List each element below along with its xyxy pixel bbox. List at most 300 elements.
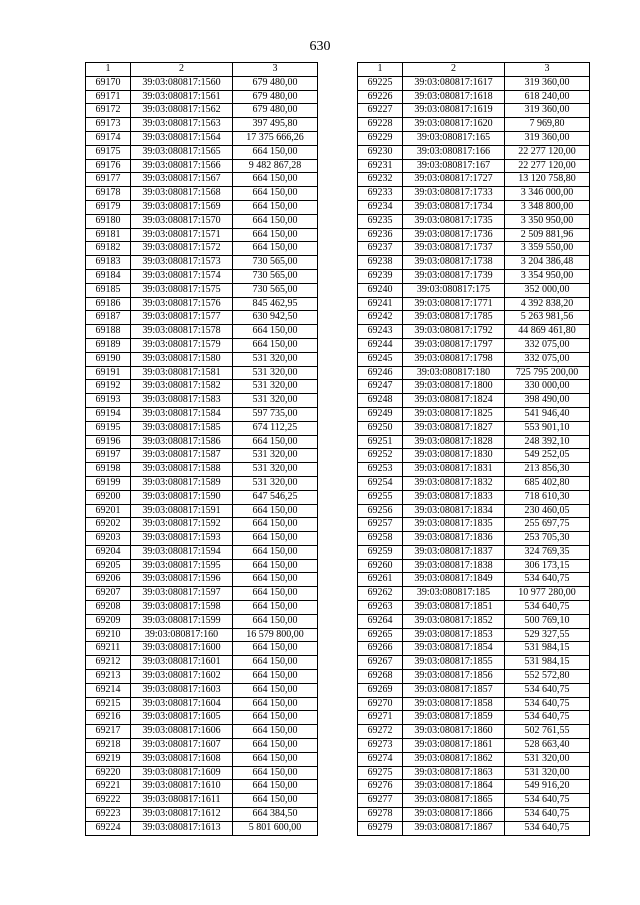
- table-row: [358, 407, 590, 421]
- row-number-cell: 69199: [86, 476, 131, 490]
- cadastral-number-cell: 39:03:080817:1792: [403, 325, 505, 339]
- table-row: [86, 269, 318, 283]
- cadastral-number-cell: 39:03:080817:1855: [403, 656, 505, 670]
- value-cell: 664 150,00: [233, 173, 318, 187]
- cadastral-number-cell: 39:03:080817:1830: [403, 449, 505, 463]
- page-number: 630: [309, 39, 331, 54]
- table-row: [358, 366, 590, 380]
- table-row: [86, 407, 318, 421]
- cadastral-number-cell: 39:03:080817:1563: [131, 118, 233, 132]
- table-row: [86, 780, 318, 794]
- cadastral-number-cell: 39:03:080817:1831: [403, 463, 505, 477]
- table-row: [86, 283, 318, 297]
- register-table-left-body: [86, 63, 318, 836]
- row-number-cell: 69217: [86, 725, 131, 739]
- table-row: [86, 490, 318, 504]
- table-row: [86, 642, 318, 656]
- row-number-cell: 69178: [86, 187, 131, 201]
- table-row: [86, 739, 318, 753]
- cadastral-number-cell: 39:03:080817:1593: [131, 532, 233, 546]
- value-cell: 3 350 950,00: [505, 214, 590, 228]
- row-number-cell: 69206: [86, 573, 131, 587]
- value-cell: 500 769,10: [505, 614, 590, 628]
- value-cell: 664 150,00: [233, 504, 318, 518]
- value-cell: 3 354 950,00: [505, 269, 590, 283]
- value-cell: 5 263 981,56: [505, 311, 590, 325]
- cadastral-number-cell: 39:03:080817:1863: [403, 766, 505, 780]
- row-number-cell: 69211: [86, 642, 131, 656]
- table-row: [86, 697, 318, 711]
- header-cell-3: 3: [233, 63, 318, 77]
- row-number-cell: 69185: [86, 283, 131, 297]
- value-cell: 531 984,15: [505, 642, 590, 656]
- value-cell: 255 697,75: [505, 518, 590, 532]
- table-row: [358, 808, 590, 822]
- row-number-cell: 69173: [86, 118, 131, 132]
- cadastral-number-cell: 39:03:080817:1595: [131, 559, 233, 573]
- row-number-cell: 69245: [358, 352, 403, 366]
- table-row: [86, 821, 318, 835]
- value-cell: 502 761,55: [505, 725, 590, 739]
- table-row: [358, 435, 590, 449]
- cadastral-number-cell: 39:03:080817:1601: [131, 656, 233, 670]
- table-row: [358, 352, 590, 366]
- table-row: [86, 76, 318, 90]
- value-cell: 664 150,00: [233, 656, 318, 670]
- table-row: [358, 821, 590, 835]
- table-row: [358, 200, 590, 214]
- row-number-cell: 69180: [86, 214, 131, 228]
- cadastral-number-cell: 39:03:080817:1610: [131, 780, 233, 794]
- value-cell: 332 075,00: [505, 338, 590, 352]
- row-number-cell: 69210: [86, 628, 131, 642]
- value-cell: 664 150,00: [233, 794, 318, 808]
- cadastral-number-cell: 39:03:080817:1859: [403, 711, 505, 725]
- cadastral-number-cell: 39:03:080817:1851: [403, 601, 505, 615]
- row-number-cell: 69279: [358, 821, 403, 835]
- cadastral-number-cell: 39:03:080817:1570: [131, 214, 233, 228]
- value-cell: 664 150,00: [233, 601, 318, 615]
- cadastral-number-cell: 39:03:080817:185: [403, 587, 505, 601]
- row-number-cell: 69197: [86, 449, 131, 463]
- row-number-cell: 69186: [86, 297, 131, 311]
- value-cell: 528 663,40: [505, 739, 590, 753]
- table-row: [358, 173, 590, 187]
- table-row: [358, 587, 590, 601]
- table-row: [358, 780, 590, 794]
- cadastral-number-cell: 39:03:080817:1592: [131, 518, 233, 532]
- cadastral-number-cell: 39:03:080817:1852: [403, 614, 505, 628]
- value-cell: 664 150,00: [233, 587, 318, 601]
- cadastral-number-cell: 39:03:080817:1596: [131, 573, 233, 587]
- table-row: [86, 173, 318, 187]
- row-number-cell: 69261: [358, 573, 403, 587]
- row-number-cell: 69218: [86, 739, 131, 753]
- row-number-cell: 69262: [358, 587, 403, 601]
- value-cell: 553 901,10: [505, 421, 590, 435]
- value-cell: 531 984,15: [505, 656, 590, 670]
- value-cell: 16 579 800,00: [233, 628, 318, 642]
- row-number-cell: 69179: [86, 200, 131, 214]
- cadastral-number-cell: 39:03:080817:1854: [403, 642, 505, 656]
- table-header-row: [86, 63, 318, 77]
- cadastral-number-cell: 39:03:080817:1603: [131, 683, 233, 697]
- table-row: [358, 559, 590, 573]
- value-cell: 3 348 800,00: [505, 200, 590, 214]
- row-number-cell: 69195: [86, 421, 131, 435]
- value-cell: 664 150,00: [233, 780, 318, 794]
- value-cell: 352 000,00: [505, 283, 590, 297]
- value-cell: 552 572,80: [505, 670, 590, 684]
- value-cell: 17 375 666,26: [233, 131, 318, 145]
- cadastral-number-cell: 39:03:080817:1838: [403, 559, 505, 573]
- table-row: [358, 242, 590, 256]
- value-cell: 664 150,00: [233, 228, 318, 242]
- row-number-cell: 69181: [86, 228, 131, 242]
- row-number-cell: 69171: [86, 90, 131, 104]
- table-row: [358, 670, 590, 684]
- table-row: [358, 159, 590, 173]
- row-number-cell: 69235: [358, 214, 403, 228]
- table-row: [86, 656, 318, 670]
- cadastral-number-cell: 39:03:080817:1837: [403, 545, 505, 559]
- table-row: [358, 338, 590, 352]
- row-number-cell: 69233: [358, 187, 403, 201]
- row-number-cell: 69223: [86, 808, 131, 822]
- cadastral-number-cell: 39:03:080817:1579: [131, 338, 233, 352]
- row-number-cell: 69270: [358, 697, 403, 711]
- table-row: [358, 118, 590, 132]
- cadastral-number-cell: 39:03:080817:167: [403, 159, 505, 173]
- table-row: [86, 476, 318, 490]
- table-row: [358, 656, 590, 670]
- cadastral-number-cell: 39:03:080817:1771: [403, 297, 505, 311]
- cadastral-number-cell: 39:03:080817:1571: [131, 228, 233, 242]
- row-number-cell: 69200: [86, 490, 131, 504]
- table-row: [358, 131, 590, 145]
- row-number-cell: 69276: [358, 780, 403, 794]
- row-number-cell: 69251: [358, 435, 403, 449]
- row-number-cell: 69207: [86, 587, 131, 601]
- row-number-cell: 69246: [358, 366, 403, 380]
- value-cell: 319 360,00: [505, 131, 590, 145]
- row-number-cell: 69250: [358, 421, 403, 435]
- table-row: [358, 297, 590, 311]
- cadastral-number-cell: 39:03:080817:1582: [131, 380, 233, 394]
- row-number-cell: 69253: [358, 463, 403, 477]
- table-row: [358, 394, 590, 408]
- table-row: [358, 76, 590, 90]
- value-cell: 679 480,00: [233, 90, 318, 104]
- value-cell: 664 150,00: [233, 697, 318, 711]
- value-cell: 630 942,50: [233, 311, 318, 325]
- value-cell: 725 795 200,00: [505, 366, 590, 380]
- value-cell: 541 946,40: [505, 407, 590, 421]
- cadastral-number-cell: 39:03:080817:1849: [403, 573, 505, 587]
- row-number-cell: 69170: [86, 76, 131, 90]
- table-row: [86, 338, 318, 352]
- row-number-cell: 69277: [358, 794, 403, 808]
- cadastral-number-cell: 39:03:080817:1836: [403, 532, 505, 546]
- row-number-cell: 69196: [86, 435, 131, 449]
- row-number-cell: 69201: [86, 504, 131, 518]
- row-number-cell: 69273: [358, 739, 403, 753]
- value-cell: 664 150,00: [233, 670, 318, 684]
- row-number-cell: 69232: [358, 173, 403, 187]
- value-cell: 664 150,00: [233, 766, 318, 780]
- cadastral-number-cell: 39:03:080817:1567: [131, 173, 233, 187]
- cadastral-number-cell: 39:03:080817:1561: [131, 90, 233, 104]
- table-row: [358, 642, 590, 656]
- table-row: [358, 228, 590, 242]
- cadastral-number-cell: 39:03:080817:1613: [131, 821, 233, 835]
- cadastral-number-cell: 39:03:080817:1865: [403, 794, 505, 808]
- row-number-cell: 69208: [86, 601, 131, 615]
- value-cell: 664 384,50: [233, 808, 318, 822]
- row-number-cell: 69278: [358, 808, 403, 822]
- table-row: [358, 794, 590, 808]
- value-cell: 213 856,30: [505, 463, 590, 477]
- value-cell: 3 346 000,00: [505, 187, 590, 201]
- row-number-cell: 69192: [86, 380, 131, 394]
- row-number-cell: 69216: [86, 711, 131, 725]
- value-cell: 679 480,00: [233, 76, 318, 90]
- value-cell: 664 150,00: [233, 683, 318, 697]
- value-cell: 664 150,00: [233, 752, 318, 766]
- value-cell: 332 075,00: [505, 352, 590, 366]
- value-cell: 664 150,00: [233, 725, 318, 739]
- row-number-cell: 69237: [358, 242, 403, 256]
- value-cell: 534 640,75: [505, 683, 590, 697]
- row-number-cell: 69213: [86, 670, 131, 684]
- row-number-cell: 69247: [358, 380, 403, 394]
- row-number-cell: 69203: [86, 532, 131, 546]
- row-number-cell: 69252: [358, 449, 403, 463]
- cadastral-number-cell: 39:03:080817:1736: [403, 228, 505, 242]
- row-number-cell: 69249: [358, 407, 403, 421]
- cadastral-number-cell: 39:03:080817:1597: [131, 587, 233, 601]
- table-row: [358, 711, 590, 725]
- cadastral-number-cell: 39:03:080817:1612: [131, 808, 233, 822]
- row-number-cell: 69228: [358, 118, 403, 132]
- table-row: [358, 187, 590, 201]
- cadastral-number-cell: 39:03:080817:1578: [131, 325, 233, 339]
- row-number-cell: 69257: [358, 518, 403, 532]
- table-row: [86, 683, 318, 697]
- value-cell: 664 150,00: [233, 325, 318, 339]
- table-row: [86, 628, 318, 642]
- row-number-cell: 69183: [86, 256, 131, 270]
- value-cell: 664 150,00: [233, 532, 318, 546]
- cadastral-number-cell: 39:03:080817:1727: [403, 173, 505, 187]
- cadastral-number-cell: 39:03:080817:1733: [403, 187, 505, 201]
- value-cell: 531 320,00: [233, 463, 318, 477]
- value-cell: 22 277 120,00: [505, 145, 590, 159]
- cadastral-number-cell: 39:03:080817:1617: [403, 76, 505, 90]
- value-cell: 5 801 600,00: [233, 821, 318, 835]
- table-row: [358, 90, 590, 104]
- value-cell: 324 769,35: [505, 545, 590, 559]
- cadastral-number-cell: 39:03:080817:1800: [403, 380, 505, 394]
- row-number-cell: 69274: [358, 752, 403, 766]
- table-row: [86, 394, 318, 408]
- register-table-left: [85, 62, 318, 836]
- table-row: [358, 504, 590, 518]
- value-cell: 730 565,00: [233, 283, 318, 297]
- row-number-cell: 69224: [86, 821, 131, 835]
- cadastral-number-cell: 39:03:080817:1735: [403, 214, 505, 228]
- row-number-cell: 69244: [358, 338, 403, 352]
- table-header-row: [358, 63, 590, 77]
- table-row: [358, 380, 590, 394]
- header-cell-1: 1: [86, 63, 131, 77]
- table-row: [358, 283, 590, 297]
- cadastral-number-cell: 39:03:080817:1608: [131, 752, 233, 766]
- row-number-cell: 69193: [86, 394, 131, 408]
- value-cell: 647 546,25: [233, 490, 318, 504]
- row-number-cell: 69215: [86, 697, 131, 711]
- cadastral-number-cell: 39:03:080817:175: [403, 283, 505, 297]
- row-number-cell: 69212: [86, 656, 131, 670]
- register-table-right-body: [358, 63, 590, 836]
- value-cell: 718 610,30: [505, 490, 590, 504]
- cadastral-number-cell: 39:03:080817:1798: [403, 352, 505, 366]
- table-row: [358, 104, 590, 118]
- row-number-cell: 69220: [86, 766, 131, 780]
- table-row: [86, 131, 318, 145]
- table-row: [86, 449, 318, 463]
- cadastral-number-cell: 39:03:080817:1584: [131, 407, 233, 421]
- cadastral-number-cell: 39:03:080817:1619: [403, 104, 505, 118]
- table-row: [358, 490, 590, 504]
- table-row: [86, 532, 318, 546]
- row-number-cell: 69264: [358, 614, 403, 628]
- row-number-cell: 69268: [358, 670, 403, 684]
- table-row: [358, 449, 590, 463]
- row-number-cell: 69243: [358, 325, 403, 339]
- value-cell: 664 150,00: [233, 711, 318, 725]
- cadastral-number-cell: 39:03:080817:1576: [131, 297, 233, 311]
- cadastral-number-cell: 39:03:080817:1857: [403, 683, 505, 697]
- value-cell: 531 320,00: [233, 366, 318, 380]
- row-number-cell: 69187: [86, 311, 131, 325]
- table-row: [358, 532, 590, 546]
- value-cell: 549 916,20: [505, 780, 590, 794]
- table-row: [86, 601, 318, 615]
- cadastral-number-cell: 39:03:080817:1574: [131, 269, 233, 283]
- row-number-cell: 69175: [86, 145, 131, 159]
- cadastral-number-cell: 39:03:080817:1861: [403, 739, 505, 753]
- cadastral-number-cell: 39:03:080817:1835: [403, 518, 505, 532]
- table-row: [86, 90, 318, 104]
- cadastral-number-cell: 39:03:080817:1580: [131, 352, 233, 366]
- value-cell: 664 150,00: [233, 214, 318, 228]
- cadastral-number-cell: 39:03:080817:1867: [403, 821, 505, 835]
- table-row: [86, 421, 318, 435]
- value-cell: 531 320,00: [233, 449, 318, 463]
- row-number-cell: 69263: [358, 601, 403, 615]
- cadastral-number-cell: 39:03:080817:1856: [403, 670, 505, 684]
- value-cell: 230 460,05: [505, 504, 590, 518]
- value-cell: 730 565,00: [233, 269, 318, 283]
- cadastral-number-cell: 39:03:080817:1611: [131, 794, 233, 808]
- cadastral-number-cell: 39:03:080817:1581: [131, 366, 233, 380]
- cadastral-number-cell: 39:03:080817:1824: [403, 394, 505, 408]
- cadastral-number-cell: 39:03:080817:1866: [403, 808, 505, 822]
- header-cell-1: 1: [358, 63, 403, 77]
- cadastral-number-cell: 39:03:080817:1828: [403, 435, 505, 449]
- table-row: [358, 739, 590, 753]
- row-number-cell: 69184: [86, 269, 131, 283]
- row-number-cell: 69222: [86, 794, 131, 808]
- value-cell: 534 640,75: [505, 821, 590, 835]
- value-cell: 529 327,55: [505, 628, 590, 642]
- cadastral-number-cell: 39:03:080817:1734: [403, 200, 505, 214]
- table-row: [86, 670, 318, 684]
- row-number-cell: 69194: [86, 407, 131, 421]
- value-cell: 664 150,00: [233, 573, 318, 587]
- row-number-cell: 69231: [358, 159, 403, 173]
- cadastral-number-cell: 39:03:080817:1591: [131, 504, 233, 518]
- cadastral-number-cell: 39:03:080817:1586: [131, 435, 233, 449]
- table-row: [358, 269, 590, 283]
- row-number-cell: 69265: [358, 628, 403, 642]
- value-cell: 7 969,80: [505, 118, 590, 132]
- table-row: [358, 614, 590, 628]
- value-cell: 664 150,00: [233, 614, 318, 628]
- value-cell: 534 640,75: [505, 697, 590, 711]
- row-number-cell: 69269: [358, 683, 403, 697]
- table-row: [358, 421, 590, 435]
- row-number-cell: 69205: [86, 559, 131, 573]
- cadastral-number-cell: 39:03:080817:1609: [131, 766, 233, 780]
- cadastral-number-cell: 39:03:080817:1562: [131, 104, 233, 118]
- cadastral-number-cell: 39:03:080817:1587: [131, 449, 233, 463]
- table-row: [86, 311, 318, 325]
- cadastral-number-cell: 39:03:080817:1860: [403, 725, 505, 739]
- value-cell: 531 320,00: [233, 352, 318, 366]
- row-number-cell: 69234: [358, 200, 403, 214]
- row-number-cell: 69172: [86, 104, 131, 118]
- value-cell: 44 869 461,80: [505, 325, 590, 339]
- cadastral-number-cell: 39:03:080817:1853: [403, 628, 505, 642]
- row-number-cell: 69190: [86, 352, 131, 366]
- row-number-cell: 69267: [358, 656, 403, 670]
- value-cell: 9 482 867,28: [233, 159, 318, 173]
- value-cell: 845 462,95: [233, 297, 318, 311]
- table-row: [86, 559, 318, 573]
- table-row: [86, 104, 318, 118]
- value-cell: 397 495,80: [233, 118, 318, 132]
- value-cell: 531 320,00: [233, 394, 318, 408]
- cadastral-number-cell: 39:03:080817:165: [403, 131, 505, 145]
- value-cell: 534 640,75: [505, 711, 590, 725]
- table-row: [86, 435, 318, 449]
- table-row: [358, 476, 590, 490]
- cadastral-number-cell: 39:03:080817:1827: [403, 421, 505, 435]
- table-row: [358, 518, 590, 532]
- row-number-cell: 69258: [358, 532, 403, 546]
- cadastral-number-cell: 39:03:080817:1569: [131, 200, 233, 214]
- cadastral-number-cell: 39:03:080817:1585: [131, 421, 233, 435]
- table-row: [86, 808, 318, 822]
- table-row: [358, 214, 590, 228]
- row-number-cell: 69229: [358, 131, 403, 145]
- table-row: [86, 463, 318, 477]
- cadastral-number-cell: 39:03:080817:1600: [131, 642, 233, 656]
- register-table-right: [357, 62, 590, 836]
- table-row: [86, 242, 318, 256]
